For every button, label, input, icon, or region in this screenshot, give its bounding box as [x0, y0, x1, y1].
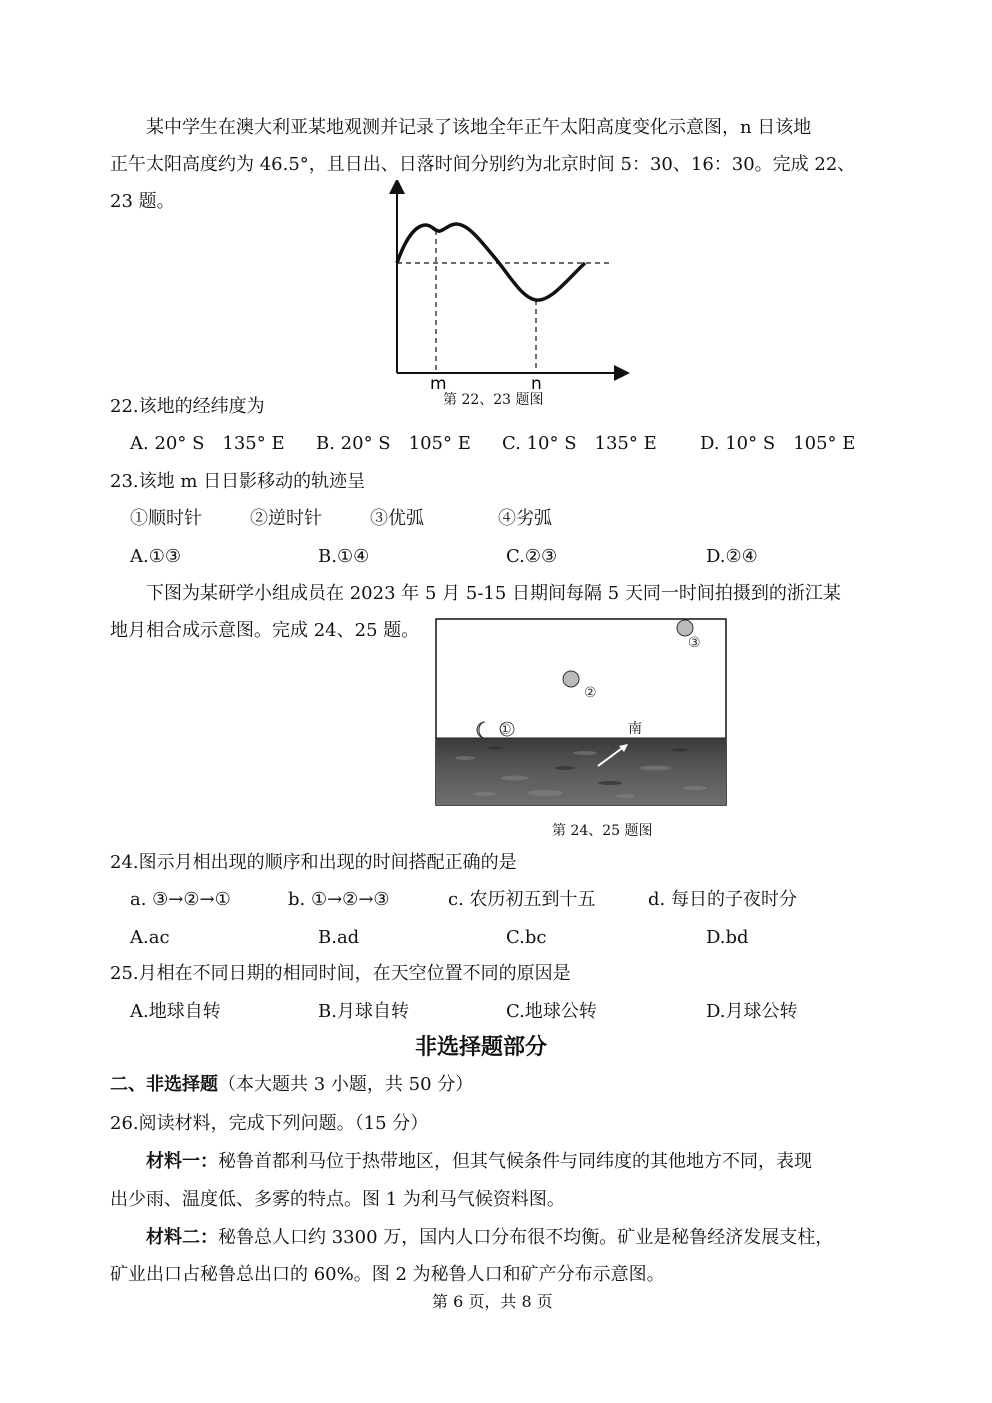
moon-3 — [677, 620, 693, 636]
sun-altitude-curve — [397, 224, 585, 300]
q23-item-2: ②逆时针 — [250, 508, 322, 529]
moon-1-label: ① — [499, 722, 512, 738]
label-n: n — [531, 374, 542, 394]
material1-text1: 秘鲁首都利马位于热带地区，但其气候条件与同纬度的其他地方不同，表现 — [218, 1151, 812, 1172]
south-label: 南 — [628, 721, 642, 737]
q23-option-d: D.②④ — [706, 546, 758, 567]
q23-stem: 23.该地 m 日日影移动的轨迹呈 — [110, 471, 366, 492]
q22-stem: 22.该地的经纬度为 — [110, 396, 265, 417]
q25-option-a: A.地球自转 — [130, 1001, 221, 1022]
q23-option-c: C.②③ — [506, 546, 558, 567]
figure-sun-altitude-diagram — [380, 180, 640, 395]
intro1-line2: 正午太阳高度约为 46.5°，且日出、日落时间分别约为北京时间 5：30、16：30。完成 22、 — [110, 154, 856, 175]
moon-3-label: ③ — [688, 635, 701, 651]
q26-material2-line1 — [146, 1226, 833, 1250]
label-m: m — [430, 374, 447, 394]
section-heading — [110, 1073, 473, 1097]
moon-2 — [563, 671, 579, 687]
section-heading-rest: （本大题共 3 小题，共 50 分） — [218, 1074, 474, 1095]
figure1-caption: 第 22、23 题图 — [443, 392, 544, 408]
q23-item-3: ③优弧 — [370, 508, 424, 529]
material1-label: 材料一： — [146, 1151, 218, 1172]
q22-option-b: B. 20° S 105° E — [316, 433, 471, 454]
intro1-line1: 某中学生在澳大利亚某地观测并记录了该地全年正午太阳高度变化示意图，n 日该地 — [146, 117, 812, 138]
q24-item-d: d. 每日的子夜时分 — [648, 889, 797, 910]
intro2-line2: 地月相合成示意图。完成 24、25 题。 — [110, 620, 420, 641]
q22-option-a: A. 20° S 135° E — [130, 433, 285, 454]
q23-item-1: ①顺时针 — [130, 508, 202, 529]
material2-label: 材料二： — [146, 1227, 218, 1248]
q22-option-c: C. 10° S 135° E — [502, 433, 657, 454]
q26-material2-line2: 矿业出口占秘鲁总出口的 60%。图 2 为秘鲁人口和矿产分布示意图。 — [110, 1264, 665, 1285]
q25-option-b: B.月球自转 — [318, 1001, 409, 1022]
q25-stem: 25.月相在不同日期的相同时间，在天空位置不同的原因是 — [110, 963, 571, 984]
q24-stem: 24.图示月相出现的顺序和出现的时间搭配正确的是 — [110, 852, 517, 873]
q25-option-c: C.地球公转 — [506, 1001, 597, 1022]
q23-option-b: B.①④ — [318, 546, 370, 567]
moon-2-label: ② — [584, 685, 597, 701]
section-heading-bold: 二、非选择题 — [110, 1074, 218, 1095]
page-footer: 第 6 页，共 8 页 — [432, 1292, 553, 1311]
q24-option-b: B.ad — [318, 927, 360, 948]
figure2-caption: 第 24、25 题图 — [552, 823, 653, 839]
q23-item-4: ④劣弧 — [498, 508, 552, 529]
intro2-line1: 下图为某研学小组成员在 2023 年 5 月 5-15 日期间每隔 5 天同一时间拍摄到的浙江某 — [146, 583, 841, 604]
q22-option-d: D. 10° S 105° E — [700, 433, 856, 454]
q24-option-a: A.ac — [130, 927, 170, 948]
intro1-line3: 23 题。 — [110, 191, 175, 212]
material2-text1: 秘鲁总人口约 3300 万，国内人口分布很不均衡。矿业是秘鲁经济发展支柱， — [218, 1227, 834, 1248]
q24-option-d: D.bd — [706, 927, 749, 948]
q25-option-d: D.月球公转 — [706, 1001, 798, 1022]
q24-item-b: b. ①→②→③ — [288, 889, 390, 910]
figure-moon-phase-photo — [435, 618, 727, 806]
q26-material1-line2: 出少雨、温度低、多雾的特点。图 1 为利马气候资料图。 — [110, 1189, 565, 1210]
q24-option-c: C.bc — [506, 927, 547, 948]
section-title: 非选择题部分 — [415, 1035, 548, 1060]
q23-option-a: A.①③ — [130, 546, 181, 567]
q24-item-a: a. ③→②→① — [130, 889, 231, 910]
q26-material1-line1 — [146, 1150, 812, 1174]
q24-item-c: c. 农历初五到十五 — [448, 889, 596, 910]
q26-stem: 26.阅读材料，完成下列问题。（15 分） — [110, 1113, 429, 1134]
